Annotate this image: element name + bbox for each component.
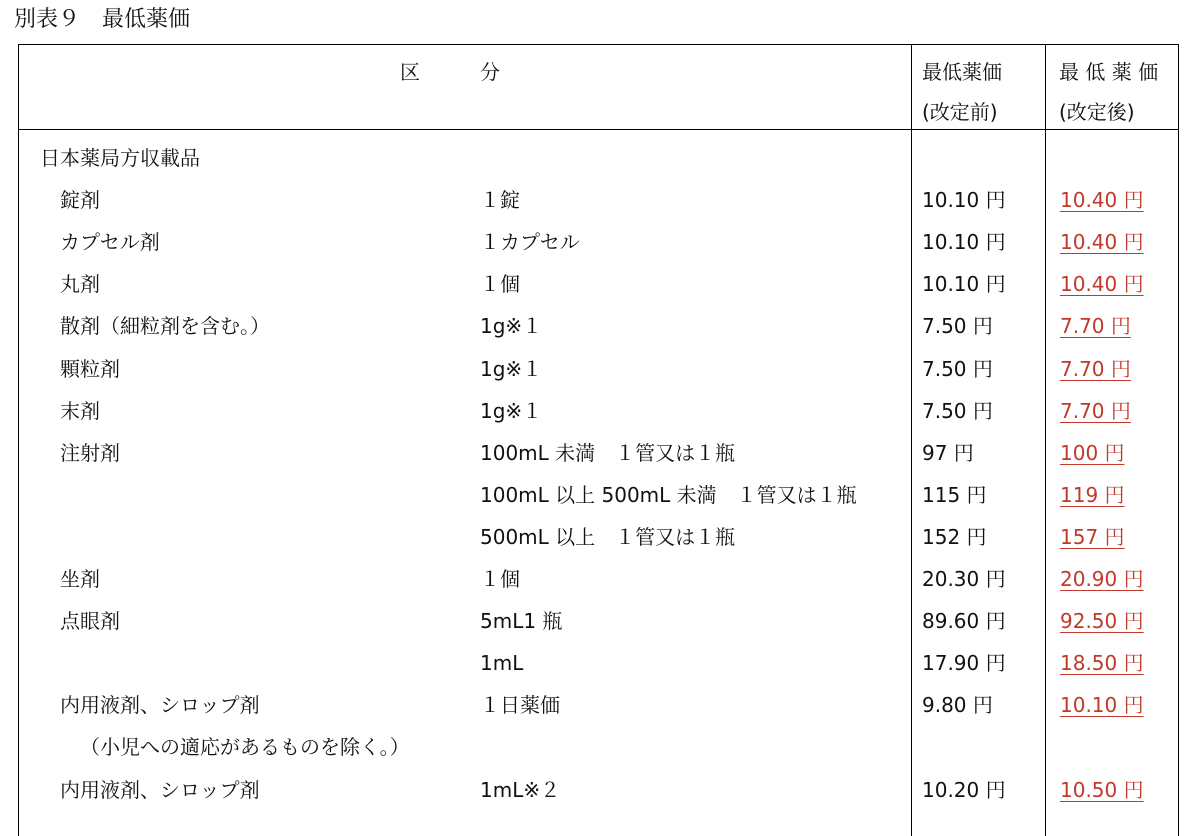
old-price-cell: 17.90 円 [922, 651, 1006, 676]
category-cell: 日本薬局方収載品 [40, 146, 200, 170]
table-row [0, 474, 1200, 516]
table-row [0, 600, 1200, 642]
old-price-cell: 10.20 円 [922, 777, 1006, 802]
new-price-cell: 10.40 円 [1060, 188, 1144, 213]
category-cell: カプセル剤 [60, 230, 160, 255]
page-title: 別表９ 最低薬価 [14, 7, 191, 32]
category-cell: 点眼剤 [60, 609, 120, 634]
header-category: 区 分 [400, 60, 500, 84]
category-cell: 丸剤 [60, 272, 100, 297]
new-price-cell: 10.40 円 [1060, 272, 1144, 297]
table-row [0, 558, 1200, 600]
new-price-cell: 92.50 円 [1060, 609, 1144, 634]
table-row [0, 516, 1200, 558]
table-row [0, 684, 1200, 726]
table-row [0, 390, 1200, 432]
unit-cell: 1g※１ [480, 314, 543, 339]
category-cell: 内用液剤、シロップ剤 [60, 693, 260, 718]
category-cell: 散剤（細粒剤を含む。） [60, 314, 270, 339]
header-new-price: 最 低 薬 価 [1059, 60, 1159, 84]
table-row [0, 769, 1200, 811]
header-old-price: 最低薬価 [922, 60, 1002, 84]
table-row [0, 642, 1200, 684]
new-price-cell: 10.10 円 [1060, 693, 1144, 718]
unit-cell: １カプセル [480, 230, 580, 255]
old-price-cell: 10.10 円 [922, 272, 1006, 297]
old-price-cell: 9.80 円 [922, 693, 993, 718]
table-row [0, 726, 1200, 768]
new-price-cell: 10.40 円 [1060, 230, 1144, 255]
unit-cell: １錠 [480, 188, 520, 213]
table-row [0, 305, 1200, 347]
category-cell: 注射剤 [60, 440, 120, 465]
old-price-cell: 7.50 円 [922, 398, 993, 423]
old-price-cell: 152 円 [922, 524, 987, 549]
unit-cell: 100mL 未満 １管又は１瓶 [480, 440, 736, 465]
new-price-cell: 7.70 円 [1060, 314, 1131, 339]
old-price-cell: 97 円 [922, 440, 974, 465]
old-price-cell: 10.10 円 [922, 188, 1006, 213]
header-new-price-note: (改定後) [1059, 100, 1135, 124]
table-row [0, 348, 1200, 390]
table-row [0, 221, 1200, 263]
old-price-cell: 10.10 円 [922, 230, 1006, 255]
table-row [0, 137, 1200, 179]
new-price-cell: 7.70 円 [1060, 356, 1131, 381]
unit-cell: 1g※１ [480, 356, 543, 381]
unit-cell: １日薬価 [480, 693, 560, 718]
new-price-cell: 157 円 [1060, 524, 1125, 549]
category-cell: （小児への適応があるものを除く。） [80, 735, 410, 760]
table-row [0, 432, 1200, 474]
new-price-cell: 7.70 円 [1060, 398, 1131, 423]
new-price-cell: 119 円 [1060, 482, 1125, 507]
category-cell: 顆粒剤 [60, 356, 120, 381]
unit-cell: 500mL 以上 １管又は１瓶 [480, 524, 736, 549]
category-cell: 末剤 [60, 398, 100, 423]
old-price-cell: 7.50 円 [922, 356, 993, 381]
header-divider [18, 129, 1179, 130]
new-price-cell: 100 円 [1060, 440, 1125, 465]
new-price-cell: 10.50 円 [1060, 777, 1144, 802]
category-cell: 錠剤 [60, 188, 100, 213]
old-price-cell: 89.60 円 [922, 609, 1006, 634]
unit-cell: １個 [480, 567, 520, 591]
old-price-cell: 7.50 円 [922, 314, 993, 339]
unit-cell: 1mL [480, 651, 524, 676]
unit-cell: １個 [480, 272, 520, 297]
table-row [0, 179, 1200, 221]
unit-cell: 100mL 以上 500mL 未満 １管又は１瓶 [480, 482, 857, 507]
header-old-price-note: (改定前) [922, 100, 998, 124]
unit-cell: 1mL※２ [480, 777, 561, 802]
category-cell: 坐剤 [60, 567, 100, 591]
table-row [0, 263, 1200, 305]
unit-cell: 5mL1 瓶 [480, 609, 563, 634]
old-price-cell: 20.30 円 [922, 567, 1006, 591]
new-price-cell: 18.50 円 [1060, 651, 1144, 676]
old-price-cell: 115 円 [922, 482, 987, 507]
unit-cell: 1g※１ [480, 398, 543, 423]
category-cell: 内用液剤、シロップ剤 [60, 777, 260, 802]
new-price-cell: 20.90 円 [1060, 567, 1144, 591]
